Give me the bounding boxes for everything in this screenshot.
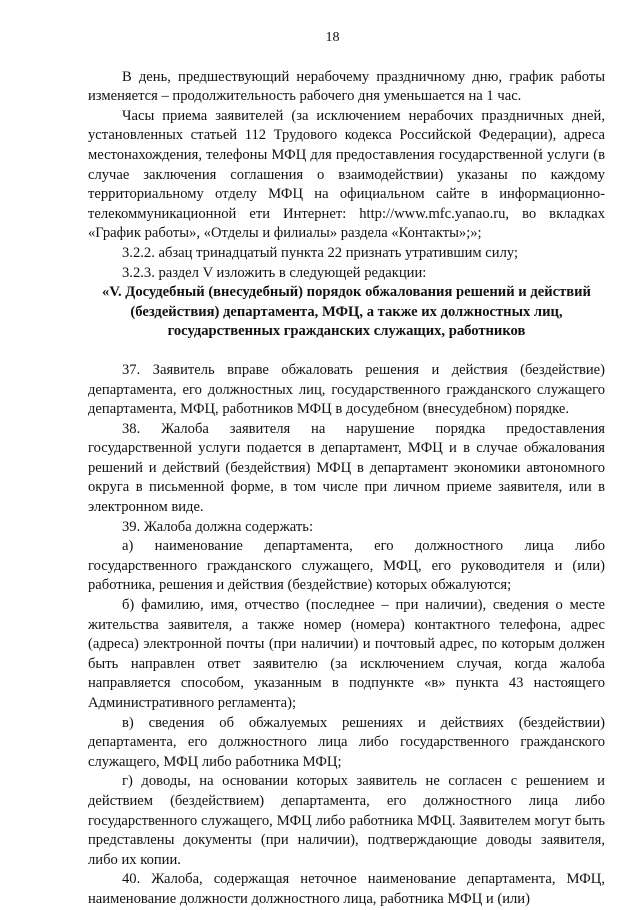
paragraph-3-2-2: 3.2.2. абзац тринадцатый пункта 22 признать утратившим силу; [122,244,519,261]
section-gap [88,342,605,361]
paragraph-3-2-3: 3.2.3. раздел V изложить в следующей редакции: [122,264,427,281]
page-number: 18 [325,30,340,45]
paragraph-holiday-schedule: В день, предшествующий нерабочему праздничному дню, график работы изменяется – продолжительность рабочего дня уменьшается на 1 час. [88,68,605,105]
paragraph-39-v: в) сведения об обжалуемых решениях и действиях (бездействии) департамента, его должностного лица либо государственного гражданского служащего, МФЦ либо работника МФЦ; [88,714,605,770]
paragraph-39-a: а) наименование департамента, его должностного лица либо государственного гражданского служащего, МФЦ, его руководителя и (или) работника, решения и действия (бездействие) которых обжалуются; [88,538,605,594]
paragraph-39-g: г) доводы, на основании которых заявитель не согласен с решением и действием (бездействием) департамента, его должностного лица либо государственного служащего, МФЦ либо работника МФЦ. Заявителем могут быть представлены документы (при наличии), подтверждающие доводы заявителя, либо их копии. [88,773,605,868]
paragraph-reception-hours: Часы приема заявителей (за исключением нерабочих праздничных дней, установленных статьей 112 Трудового кодекса Российской Федерации), адреса местонахождения, телефоны МФЦ для предоставления государственной услуги (в случае заключения соглашения о взаимодействии) указаны по каждому территориальному отделу МФЦ на официальном сайте в информационно-телекоммуникационной ети Интернет: http://www.mfc.yanao.ru, во вкладках «График работы», «Отделы и филиалы» раздела «Контакты»;»; [88,107,605,242]
paragraph-38: 38. Жалоба заявителя на нарушение порядка предоставления государственной услуги подается в департамент, МФЦ и в случае обжалования решений и действий (бездействия) МФЦ в департамент экономики автономного округа в письменной форме, в том числе при личном приеме заявителя, или в электронном виде. [88,420,605,516]
document-page [88,28,605,910]
paragraph-37: 37. Заявитель вправе обжаловать решения и действия (бездействие) департамента, его должностных лиц, государственного гражданского служащего департамента, МФЦ, работников МФЦ в досудебном (внесудебном) порядке. [88,361,605,418]
paragraph-40: 40. Жалоба, содержащая неточное наименование департамента, МФЦ, наименование должности должностного лица, работника МФЦ и (или) [88,871,605,907]
paragraph-39-b: б) фамилию, имя, отчество (последнее – при наличии), сведения о месте жительства заявителя, а также номер (номера) контактного телефона, адрес (адреса) электронной почты (при наличии) и почтовый адрес, по которым должен быть направлен ответ заявителю (за исключением случая, когда жалоба направляется способом, указанным в подпункте «в» пункта 43 настоящего Административного регламента); [88,597,605,711]
section-title: «V. Досудебный (внесудебный) порядок обжалования решений и действий (бездействия) департамента, МФЦ, а также их должностных лиц, государственных гражданских служащих, работников [102,284,591,340]
paragraph-39: 39. Жалоба должна содержать: [122,518,313,535]
